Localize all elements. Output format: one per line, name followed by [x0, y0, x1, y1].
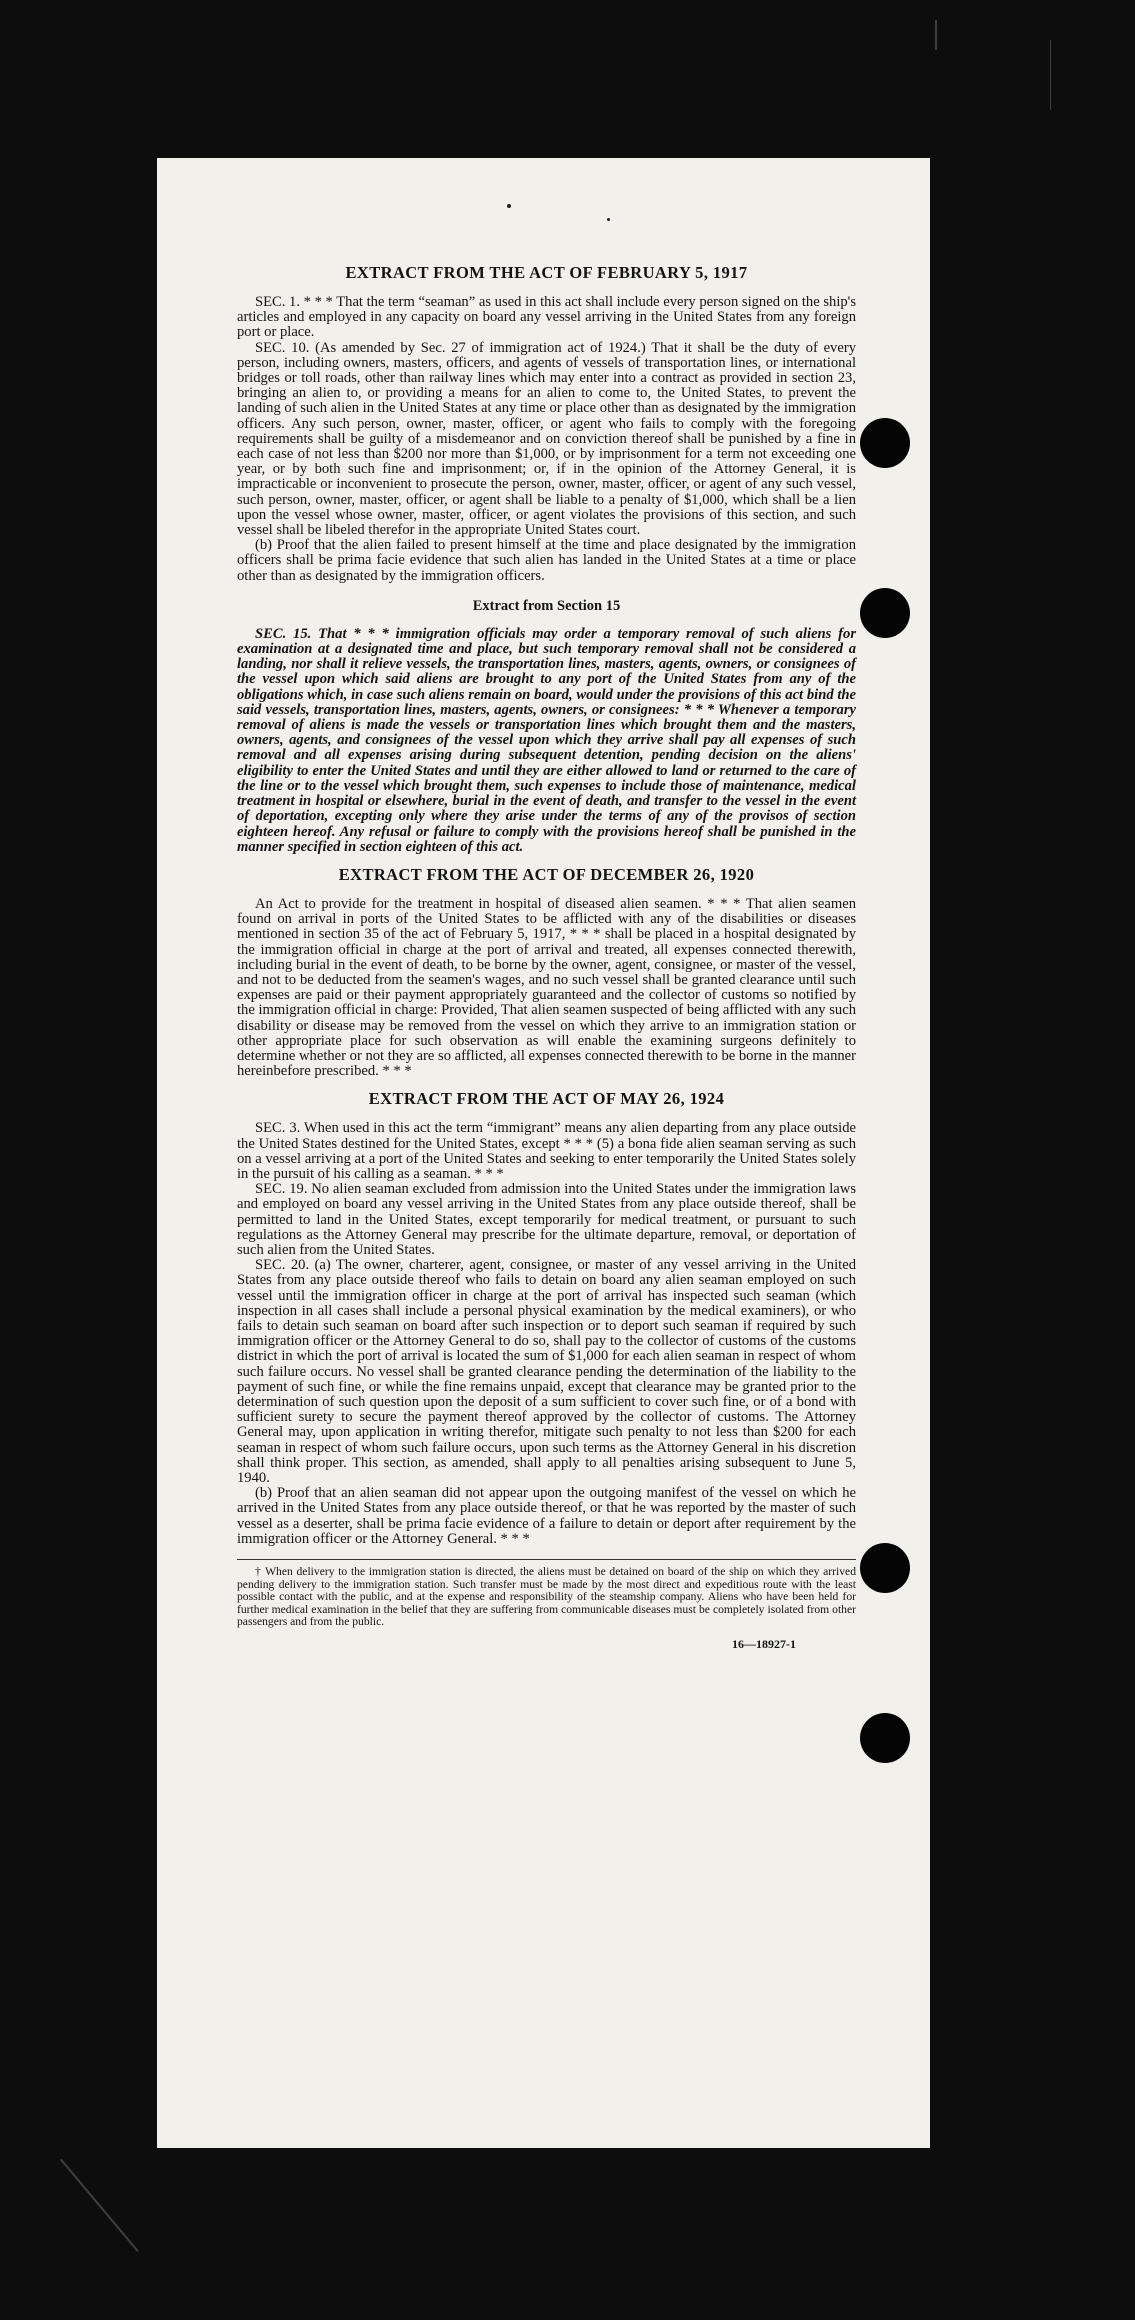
- speck-mark: [507, 204, 511, 208]
- punch-hole: [860, 1543, 910, 1593]
- scan-artifact-line: [935, 20, 937, 50]
- punch-hole: [860, 418, 910, 468]
- paragraph-1917-sec1: SEC. 1. * * * That the term “seaman” as used in this act shall include every person signed on the ship's articles and employed in any capacity on board any vessel arriving in the United States from any foreign port or place.: [237, 294, 856, 341]
- scan-artifact-line: [60, 2159, 139, 2252]
- paragraph-1924-sec20b: (b) Proof that an alien seaman did not appear upon the outgoing manifest of the vessel on which he arrived in the United States from any place outside thereof, or that he was reported by the master of such vessel as a deserter, shall be prima facie evidence of a failure to detain or deport after requirement by the immigration officer or the Attorney General. * * *: [237, 1485, 856, 1547]
- heading-act-1917: EXTRACT FROM THE ACT OF FEBRUARY 5, 1917: [345, 263, 748, 282]
- punch-hole: [860, 1713, 910, 1763]
- paragraph-1924-sec3: SEC. 3. When used in this act the term “immigrant” means any alien departing from any place outside the United States destined for the United States, except * * * (5) a bona fide alien seaman serving as such on a vessel arriving at a port of the United States and seeking to enter temporarily the United States solely in the pursuit of his calling as a seaman. * * *: [237, 1120, 856, 1182]
- paragraph-section-15: SEC. 15. That * * * immigration officials may order a temporary removal of such aliens for examination at a designated time and place, but such temporary removal shall not be considered a landing, nor shall it relieve vessels, the transportation lines, masters, agents, owners, or consignees of the vessel upon which said aliens are brought to any port of the United States from any of the obligations which, in case such aliens remain on board, would under the provisions of this act bind the said vessels, transportation lines, masters, agents, owners, or consignees: * * * Whenever a temporary removal of aliens is made the vessels or transportation lines which brought them and the masters, owners, agents, and consignees of the vessel upon which they arrive shall pay all expenses of such removal and all expenses arising during subsequent detention, pending decision on the aliens' eligibility to enter the United States and until they are either allowed to land or returned to the care of the line or to the vessel which brought them, such expenses to include those of maintenance, medical treatment in hospital or elsewhere, burial in the event of death, and transfer to the vessel in the event of deportation, excepting only where they arise under the terms of any of the provisos of section eighteen hereof. Any refusal or failure to comply with the provisions hereof shall be punished in the manner specified in section eighteen of this act.: [237, 625, 856, 855]
- paragraph-1917-sec10: SEC. 10. (As amended by Sec. 27 of immigration act of 1924.) That it shall be the duty of every person, including owners, masters, officers, and agents of vessels of transportation lines, or international bridges or toll roads, other than railway lines which may enter into a contract as provided in section 23, bringing an alien to, or providing a means for an alien to come to, the United States, to prevent the landing of such alien in the United States at any time or place other than as designated by the immigration officers. Any such person, owner, master, officer, or agent who fails to comply with the foregoing requirements shall be guilty of a misdemeanor and on conviction thereof shall be punished by a fine in each case of not less than $200 nor more than $1,000, or by imprisonment for a term not exceeding one year, or by both such fine and imprisonment; or, if in the opinion of the Attorney General, it is impracticable or inconvenient to prosecute the person, owner, master, officer, or agent of any such vessel, such person, owner, master, officer, or agent shall be liable to a penalty of $1,000, which shall be a lien upon the vessel whose owner, master, officer, or agent violates the provisions of this section, and such vessel shall be libeled therefor in the appropriate United States court.: [237, 339, 856, 539]
- paragraph-1924-sec20a: SEC. 20. (a) The owner, charterer, agent, consignee, or master of any vessel arriving in the United States from any place outside thereof who fails to detain on board any alien seaman employed on such vessel until the immigration officer in charge at the port of arrival has inspected such seaman (which inspection in all cases shall include a personal physical examination by the medical examiners), or who fails to detain such seaman on board after such inspection or to deport such seaman if required by such immigration officer or the Attorney General to do so, shall pay to the collector of customs of the customs district in which the port of arrival is located the sum of $1,000 for each alien seaman in respect of whom such failure occurs. No vessel shall be granted clearance pending the determination of the liability to the payment of such fine, or while the fine remains unpaid, except that clearance may be granted prior to the determination of such question upon the deposit of a sum sufficient to cover such fine, or of a bond with sufficient surety to secure the payment thereof approved by the collector of customs. The Attorney General may, upon application in writing therefor, mitigate such penalty to not less than $200 for each seaman in respect of whom such failure occurs, upon such terms as the Attorney General in his discretion shall think proper. This section, as amended, shall apply to all penalties arising subsequent to June 5, 1940.: [237, 1257, 856, 1487]
- heading-section-15: Extract from Section 15: [472, 597, 621, 614]
- document-number: 16—18927-1: [732, 1637, 796, 1651]
- scan-artifact-line: [1050, 40, 1051, 110]
- punch-hole: [860, 588, 910, 638]
- heading-act-1920: EXTRACT FROM THE ACT OF DECEMBER 26, 1920: [338, 864, 755, 884]
- paragraph-1920: An Act to provide for the treatment in hospital of diseased alien seamen. * * * That alien seamen found on arrival in ports of the United States to be afflicted with any of the disabilities or diseases mentioned in section 35 of the act of February 5, 1917, * * * shall be placed in a hospital designated by the immigration official in charge at the port of arrival and treated, all expenses connected therewith, including burial in the event of death, to be borne by the owner, agent, consignee, or master of the vessel, and not to be deducted from the seamen's wages, and no such vessel shall be granted clearance until such expenses are paid or their payment appropriately guaranteed and the collector of customs so notified by the immigration official in charge: Provided, That alien seamen suspected of being afflicted with any such disability or disease may be removed from the vessel on which they arrive to an immigration station or other appropriate place for such observation as will enable the examining surgeons definitely to determine whether or not they are so afflicted, all expenses connected therewith to be borne in the manner hereinbefore prescribed. * * *: [237, 895, 856, 1080]
- document-page: [157, 158, 930, 2148]
- paragraph-1924-sec19: SEC. 19. No alien seaman excluded from admission into the United States under the immigration laws and employed on board any vessel arriving in the United States from any place outside thereof, shall be permitted to land in the United States, except temporarily for medical treatment, or pursuant to such regulations as the Attorney General may prescribe for the ultimate departure, removal, or deportation of such alien from the United States.: [237, 1181, 856, 1258]
- speck-mark: [607, 218, 610, 221]
- heading-act-1924: EXTRACT FROM THE ACT OF MAY 26, 1924: [368, 1089, 725, 1109]
- footnote: † When delivery to the immigration station is directed, the aliens must be detained on board of the ship on which they arrived pending delivery to the immigration station. Such transfer must be made by the most direct and expeditious route with the least possible contact with the public, and at the expense and responsibility of the steamship company. Aliens who have been held for further medical examination in the belief that they are suffering from communicable diseases must be completely isolated from other passengers and from the public.: [237, 1559, 856, 1629]
- paragraph-1917-b: (b) Proof that the alien failed to present himself at the time and place designated by the immigration officers shall be prima facie evidence that such alien has landed in the United States at a time or place other than as designated by the immigration officers.: [237, 537, 856, 584]
